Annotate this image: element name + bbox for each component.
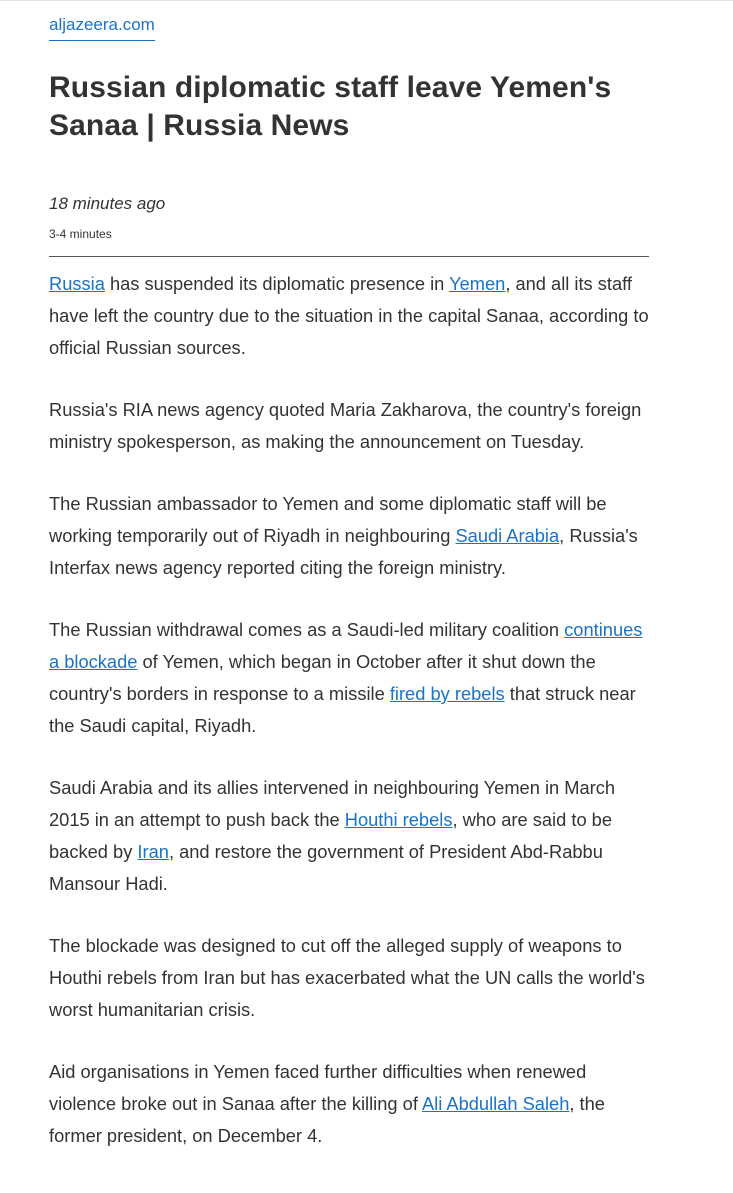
paragraph-4 <box>49 614 649 742</box>
link-yemen[interactable]: Yemen <box>449 273 506 294</box>
paragraph-5-text-c: , and restore the government of President Abd-Rabbu Mansour Hadi. <box>49 841 603 894</box>
top-border <box>0 0 733 1</box>
link-saudi-arabia[interactable]: Saudi Arabia <box>455 525 560 546</box>
link-ali-abdullah-saleh[interactable]: Ali Abdullah Saleh <box>421 1093 570 1114</box>
paragraph-5-text-a: Saudi Arabia and its allies intervened in neighbouring Yemen in March 2015 in an attempt to push back the <box>49 777 616 830</box>
paragraph-7 <box>49 1056 649 1152</box>
paragraph-5-text-b: , who are said to be backed by <box>49 809 613 862</box>
paragraph-4-text-c: that struck near the Saudi capital, Riyadh. <box>49 683 636 736</box>
paragraph-3-text-b: , Russia's Interfax news agency reported citing the foreign ministry. <box>49 525 638 578</box>
link-iran[interactable]: Iran <box>137 841 169 862</box>
paragraph-1-text-a: has suspended its diplomatic presence in <box>104 273 450 294</box>
paragraph-1 <box>49 268 649 364</box>
paragraph-2: Russia's RIA news agency quoted Maria Zakharova, the country's foreign ministry spokesperson, as making the announcement on Tuesday. <box>49 399 642 452</box>
reader-page <box>49 14 649 1182</box>
article-byline: 18 minutes ago <box>49 194 166 213</box>
paragraph-3-text-a: The Russian ambassador to Yemen and some diplomatic staff will be working temporarily out of Riyadh in neighbouring <box>49 493 607 546</box>
paragraph-7-text-b: , the former president, on December 4. <box>49 1093 605 1146</box>
reading-time: 3-4 minutes <box>49 227 112 241</box>
source-link[interactable]: aljazeera.com <box>49 14 155 41</box>
article-title: Russian diplomatic staff leave Yemen's Sanaa | Russia News <box>49 71 612 142</box>
paragraph-6: The blockade was designed to cut off the alleged supply of weapons to Houthi rebels from Iran but has exacerbated what the UN calls the world's worst humanitarian crisis. <box>49 935 645 1020</box>
link-houthi-rebels[interactable]: Houthi rebels <box>344 809 453 830</box>
paragraph-3 <box>49 488 649 584</box>
link-fired-by-rebels[interactable]: fired by rebels <box>389 683 505 704</box>
header-divider <box>49 256 649 257</box>
link-russia[interactable]: Russia <box>49 273 105 294</box>
paragraph-1-text-b: , and all its staff have left the country due to the situation in the capital Sanaa, according to official Russian sources. <box>49 273 649 358</box>
link-continues-a-blockade[interactable]: continues a blockade <box>49 619 643 672</box>
paragraph-7-text-a: Aid organisations in Yemen faced further difficulties when renewed violence broke out in Sanaa after the killing of <box>49 1061 587 1114</box>
paragraph-4-text-b: of Yemen, which began in October after it shut down the country's borders in response to a missile <box>49 651 596 704</box>
article-body <box>49 268 649 1152</box>
paragraph-4-text-a: The Russian withdrawal comes as a Saudi-led military coalition <box>49 619 565 640</box>
paragraph-5 <box>49 772 649 900</box>
